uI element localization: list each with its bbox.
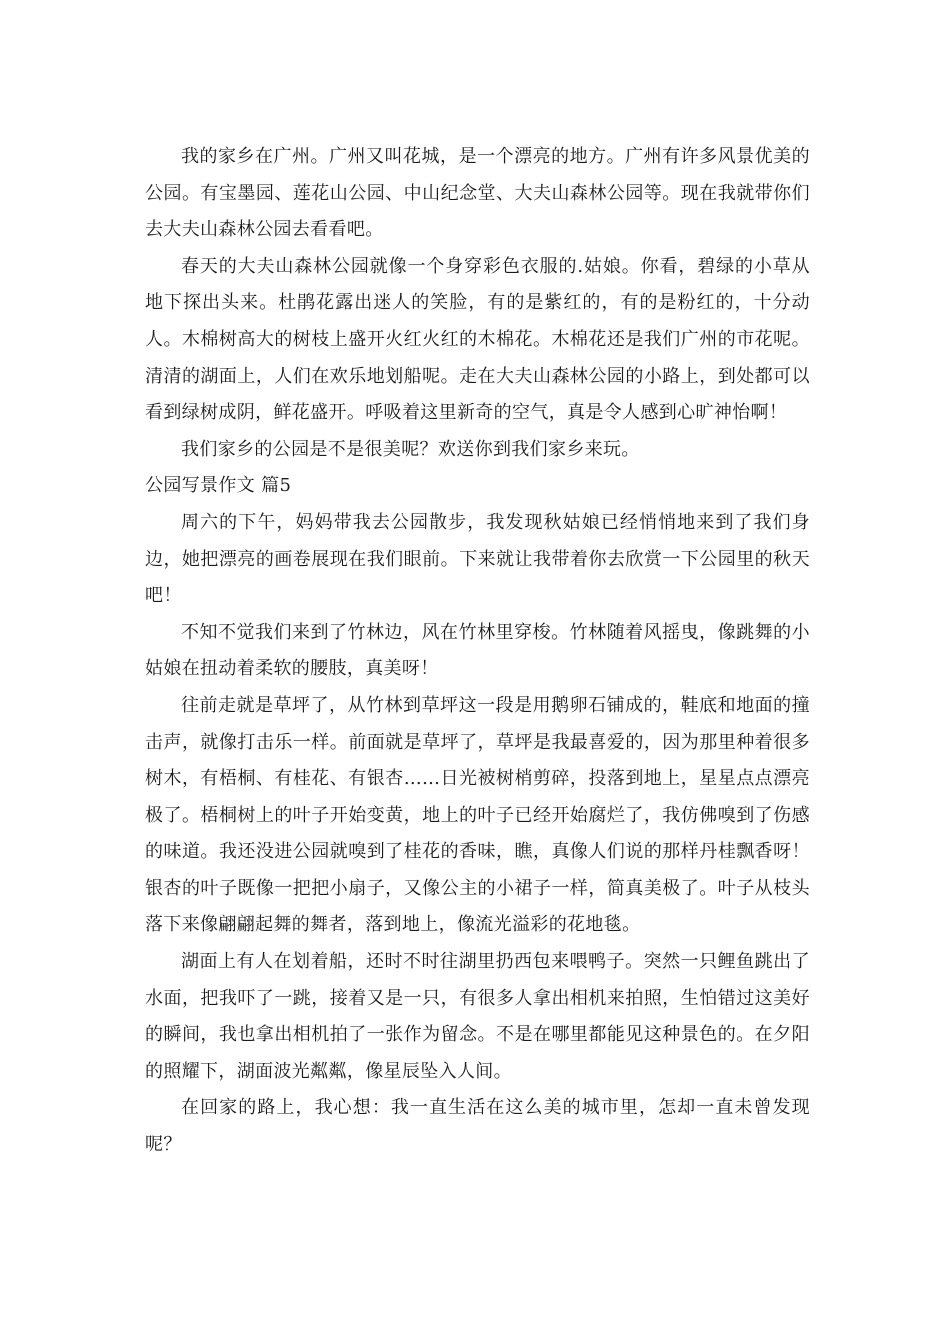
- paragraph-lawn: 往前走就是草坪了，从竹林到草坪这一段是用鹅卵石铺成的，鞋底和地面的撞击声，就像打击乐一样。前面就是草坪了，草坪是我最喜爱的，因为那里种着很多树木，有梧桐、有桂花、有银杏……日光被树梢剪碎，投落到地上，星星点点漂亮极了。梧桐树上的叶子开始变黄，地上的叶子已经开始腐烂了，我仿佛嗅到了伤感的味道。我还没进公园就嗅到了桂花的香味，瞧，真像人们说的那样丹桂飘香呀！银杏的叶子既像一把把小扇子，又像公主的小裙子一样，简真美极了。叶子从枝头落下来像翩翩起舞的舞者，落到地上，像流光溢彩的花地毯。: [145, 694, 810, 936]
- paragraph-way-home: 在回家的路上，我心想：我一直生活在这么美的城市里，怎却一直未曾发现呢？: [145, 1097, 810, 1156]
- document-body: [145, 139, 810, 1164]
- paragraph-spring-park: 春天的大夫山森林公园就像一个身穿彩色衣服的.姑娘。你看，碧绿的小草从地下探出头来。杜鹃花露出迷人的笑脸，有的是紫红的，有的是粉红的，十分动人。木棉树高大的树枝上盛开火红火红的木棉花。木棉花还是我们广州的市花呢。清清的湖面上，人们在欢乐地划船呢。走在大夫山森林公园的小路上，到处都可以看到绿树成阴，鲜花盛开。呼吸着这里新奇的空气，真是令人感到心旷神怡啊！: [145, 255, 810, 424]
- paragraph-bamboo-forest: 不知不觉我们来到了竹林边，风在竹林里穿梭。竹林随着风摇曳，像跳舞的小姑娘在扭动着柔软的腰肢，真美呀！: [145, 621, 810, 680]
- paragraph-saturday-walk: 周六的下午，妈妈带我去公园散步，我发现秋姑娘已经悄悄地来到了我们身边，她把漂亮的画卷展现在我们眼前。下来就让我带着你去欣赏一下公园里的秋天吧！: [145, 511, 810, 607]
- section-heading: 公园写景作文 篇5: [145, 475, 292, 497]
- paragraph-hometown-intro: 我的家乡在广州。广州又叫花城，是一个漂亮的地方。广州有许多风景优美的公园。有宝墨园、莲花山公园、中山纪念堂、大夫山森林公园等。现在我就带你们去大夫山森林公园去看看吧。: [145, 146, 810, 241]
- paragraph-lake: 湖面上有人在划着船，还时不时往湖里扔西包来喂鸭子。突然一只鲤鱼跳出了水面，把我吓了一跳，接着又是一只，有很多人拿出相机来拍照，生怕错过这美好的瞬间，我也拿出相机拍了一张作为留念。不是在哪里都能见这种景色的。在夕阳的照耀下，湖面波光粼粼，像星辰坠入人间。: [145, 951, 810, 1082]
- paragraph-invitation: 我们家乡的公园是不是很美呢？欢送你到我们家乡来玩。: [181, 438, 640, 460]
